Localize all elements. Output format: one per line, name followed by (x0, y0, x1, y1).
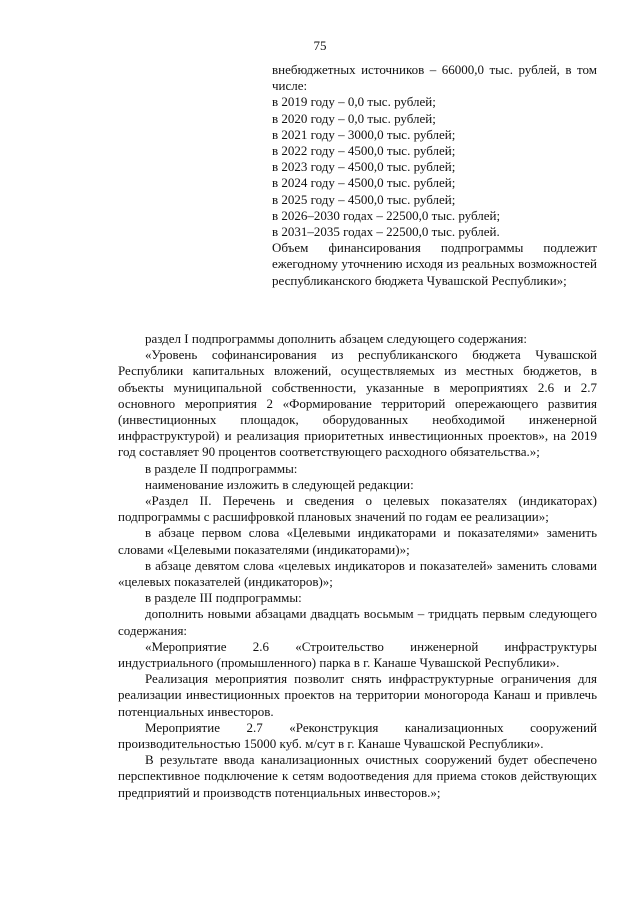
paragraph: Мероприятие 2.7 «Реконструкция канализационных сооружений производительностью 15000 куб. м/сут в г. Канаше Чувашской Республики». (118, 719, 597, 752)
funding-year-2024: в 2024 году – 4500,0 тыс. рублей; (272, 175, 456, 191)
paragraph: Реализация мероприятия позволит снять инфраструктурные ограничения для реализации инвестиционных проектов на территории моногорода Канаш и привлечь потенциальных инвесторов. (118, 671, 597, 719)
paragraph: дополнить новыми абзацами двадцать восьмым – тридцать первым следующего содержания: (118, 606, 597, 638)
paragraph: «Уровень софинансирования из республиканского бюджета Чувашской Республики капитальных вложений, осуществляемых из местных бюджетов, в объекты муниципальной собственности, указанные в мероприятиях 2.6 и 2.7 основного мероприятия 2 «Формирование территорий опережающего развития (инвестиционных площадок, оборудованных необходимой инженерной инфраструктурой) и реализация приоритетных инвестиционных проектов», на 2019 год составляет 90 процентов соответствующего расходного обязательства.»; (118, 347, 597, 460)
funding-year-2025: в 2025 году – 4500,0 тыс. рублей; (272, 191, 456, 207)
funding-year-2022: в 2022 году – 4500,0 тыс. рублей; (272, 143, 456, 159)
funding-years-2026-2030: в 2026–2030 годах – 22500,0 тыс. рублей; (272, 207, 501, 223)
page-number: 75 (313, 38, 327, 53)
paragraph: «Мероприятие 2.6 «Строительство инженерной инфраструктуры индустриального (промышленного) парка в г. Канаше Чувашской Республики». (118, 638, 597, 671)
paragraph: раздел I подпрограммы дополнить абзацем следующего содержания: (145, 331, 527, 346)
paragraph: в разделе II подпрограммы: (145, 460, 298, 476)
funding-year-2021: в 2021 году – 3000,0 тыс. рублей; (272, 126, 456, 142)
funding-lead: внебюджетных источников – 66000,0 тыс. рублей, в том числе: (272, 62, 597, 94)
paragraph: В результате ввода канализационных очистных сооружений будет обеспечено перспективное подключение к сетям водоотведения для приема стоков действующих предприятий и производств потенциальных инвесторов.»; (118, 752, 597, 800)
funding-year-2019: в 2019 году – 0,0 тыс. рублей; (272, 94, 436, 110)
paragraph: в разделе III подпрограммы: (145, 590, 302, 606)
funding-block (272, 62, 597, 289)
paragraph: наименование изложить в следующей редакции: (145, 476, 414, 492)
funding-note: Объем финансирования подпрограммы подлежит ежегодному уточнению исходя из реальных возможностей республиканского бюджета Чувашской Республики»; (272, 240, 597, 288)
paragraph: «Раздел II. Перечень и сведения о целевых показателях (индикаторах) подпрограммы с расшифровкой плановых значений по годам ее реализации»; (118, 493, 597, 525)
funding-year-2020: в 2020 году – 0,0 тыс. рублей; (272, 110, 436, 126)
funding-year-2023: в 2023 году – 4500,0 тыс. рублей; (272, 159, 456, 175)
amendment-text (118, 331, 597, 801)
paragraph: в абзаце первом слова «Целевыми индикаторами и показателями» заменить словами «Целевыми показателями (индикаторами)»; (118, 525, 597, 557)
paragraph: в абзаце девятом слова «целевых индикаторов и показателей» заменить словами «целевых показателей (индикаторов)»; (118, 557, 597, 590)
funding-years-2031-2035: в 2031–2035 годах – 22500,0 тыс. рублей. (272, 224, 500, 240)
